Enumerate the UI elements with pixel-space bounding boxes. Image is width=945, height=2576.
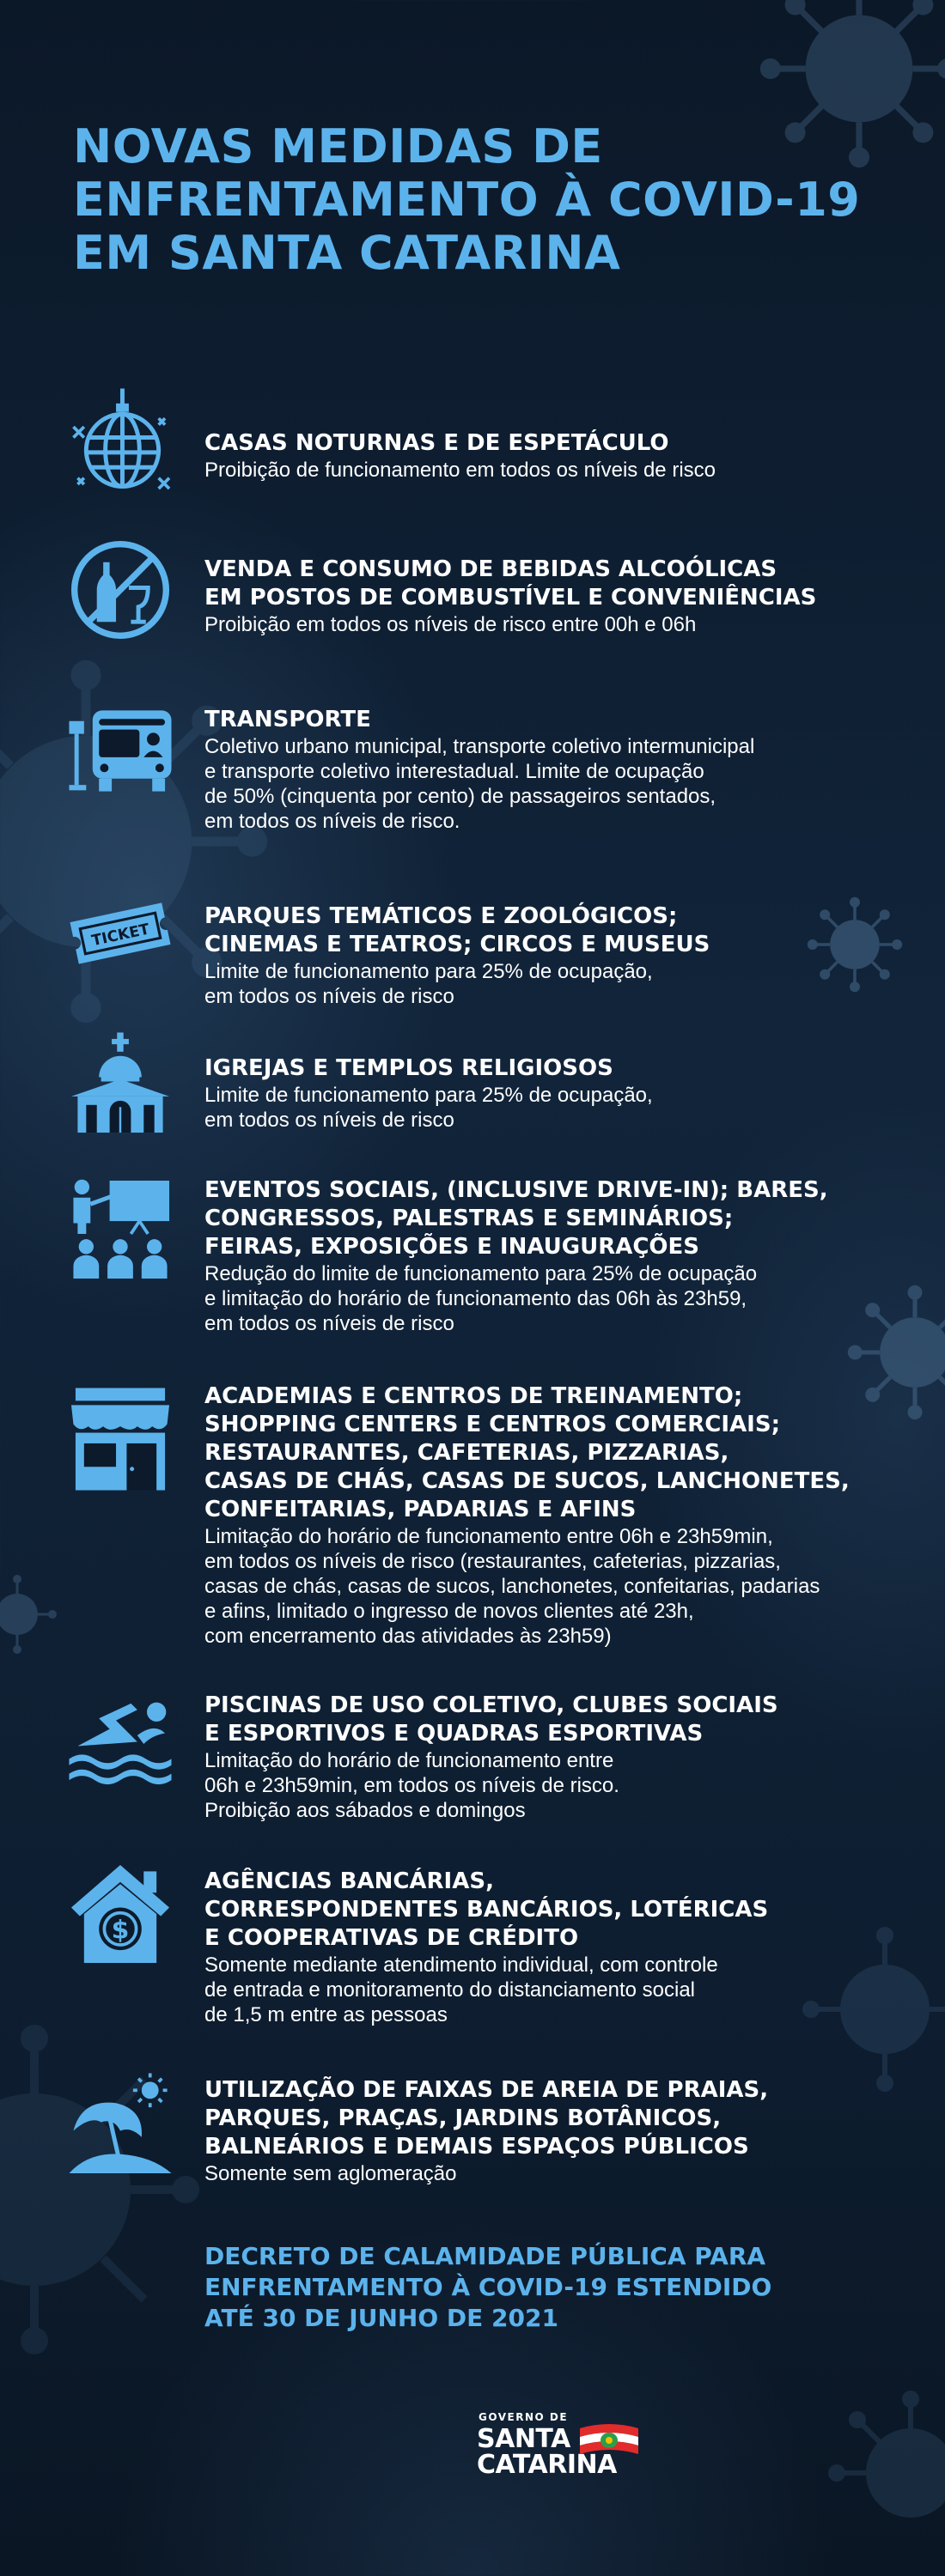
measure-description-line: de 50% (cinquenta por cento) de passageiros sentados, [204, 785, 716, 808]
measure-description-line: Redução do limite de funcionamento para 25% de ocupação [204, 1262, 758, 1285]
measure-description-line: Somente sem aglomeração [204, 2162, 457, 2185]
ticket-label: TICKET [90, 920, 151, 951]
disco-ball-icon [67, 386, 174, 493]
measure-heading [204, 706, 918, 734]
title-line: NOVAS MEDIDAS DE [73, 119, 603, 173]
measure-heading-line: RESTAURANTES, CAFETERIAS, PIZZARIAS, [204, 1440, 729, 1466]
measure-heading [204, 902, 918, 959]
beach-umbrella-icon [67, 2071, 174, 2178]
measure-heading [204, 556, 918, 612]
presentation-audience-icon [67, 1176, 174, 1283]
measure-heading-line: E ESPORTIVOS E QUADRAS ESPORTIVAS [204, 1721, 704, 1747]
measure-description-line: e limitação do horário de funcionamento das 06h às 23h59, [204, 1287, 747, 1310]
measure-heading-line: EVENTOS SOCIAIS, (INCLUSIVE DRIVE-IN); BARES, [204, 1177, 828, 1203]
measure-heading-line: CORRESPONDENTES BANCÁRIOS, LOTÉRICAS [204, 1897, 769, 1923]
virus-decoration-icon [0, 1571, 60, 1657]
measure-description [204, 1083, 918, 1133]
measure-heading-line: EM POSTOS DE COMBUSTÍVEL E CONVENIÊNCIAS [204, 585, 817, 611]
measure-heading-line: TRANSPORTE [204, 707, 371, 732]
measure-description-line: de entrada e monitoramento do distanciamento social [204, 1978, 696, 2002]
measure-description-line: Limitação do horário de funcionamento entre [204, 1749, 614, 1772]
virus-decoration-icon [825, 2387, 945, 2559]
measure-description-line: Limitação do horário de funcionamento entre 06h e 23h59min, [204, 1525, 773, 1548]
measure-description [204, 1953, 918, 2027]
measure-heading-line: ACADEMIAS E CENTROS DE TREINAMENTO; [204, 1383, 743, 1409]
measure-heading-line: AGÊNCIAS BANCÁRIAS, [204, 1868, 494, 1894]
measure-description [204, 1748, 918, 1823]
measure-heading-line: PARQUES, PRAÇAS, JARDINS BOTÂNICOS, [204, 2105, 722, 2131]
decree-notice [204, 2241, 926, 2334]
measure-description-line: Limite de funcionamento para 25% de ocupação, [204, 1084, 653, 1107]
government-logo [477, 2411, 649, 2480]
title-line: ENFRENTAMENTO À COVID-19 [73, 173, 861, 227]
measure-description-line: de 1,5 m entre as pessoas [204, 2003, 448, 2026]
measure-description-line: Proibição aos sábados e domingos [204, 1799, 526, 1822]
measure-description [204, 1524, 918, 1649]
measure-description-line: casas de chás, casas de sucos, lanchonetes, confeitarias, padarias [204, 1575, 820, 1598]
measure-heading-line: PARQUES TEMÁTICOS E ZOOLÓGICOS; [204, 903, 678, 929]
measure-description [204, 612, 918, 637]
measure-heading-line: CASAS NOTURNAS E DE ESPETÁCULO [204, 430, 669, 456]
measure-heading-line: BALNEÁRIOS E DEMAIS ESPAÇOS PÚBLICOS [204, 2134, 749, 2160]
title-line: EM SANTA CATARINA [73, 226, 621, 280]
measure-description-line: em todos os níveis de risco [204, 1312, 454, 1335]
measure-heading [204, 1176, 918, 1261]
measure-heading [204, 1692, 918, 1748]
ticket-icon [67, 880, 174, 987]
measure-heading-line: IGREJAS E TEMPLOS RELIGIOSOS [204, 1055, 613, 1081]
bank-house-dollar-icon [67, 1861, 174, 1967]
decree-line: ATÉ 30 DE JUNHO DE 2021 [204, 2304, 558, 2332]
measure-description [204, 458, 918, 483]
logo-top-text: GOVERNO DE [479, 2411, 569, 2423]
measure-description-line: e afins, limitado o ingresso de novos clientes até 23h, [204, 1600, 694, 1623]
measure-heading [204, 1868, 918, 1953]
measure-description-line: Proibição de funcionamento em todos os níveis de risco [204, 459, 716, 482]
measure-heading-line: SHOPPING CENTERS E CENTROS COMERCIAIS; [204, 1412, 780, 1437]
svg-text:$: $ [111, 1915, 130, 1946]
measure-heading-line: PISCINAS DE USO COLETIVO, CLUBES SOCIAIS [204, 1692, 778, 1718]
measure-description-line: em todos os níveis de risco. [204, 810, 460, 833]
measure-description-line: Limite de funcionamento para 25% de ocupação, [204, 960, 653, 983]
measure-description [204, 1261, 918, 1336]
measure-description [204, 734, 918, 834]
measure-description-line: e transporte coletivo interestadual. Limite de ocupação [204, 760, 704, 783]
measure-description-line: em todos os níveis de risco (restaurantes, cafeterias, pizzarias, [204, 1550, 781, 1573]
measure-heading-line: CASAS DE CHÁS, CASAS DE SUCOS, LANCHONETES, [204, 1468, 850, 1494]
flag-icon [580, 2423, 638, 2458]
decree-line: ENFRENTAMENTO À COVID-19 ESTENDIDO [204, 2273, 772, 2301]
measure-heading [204, 1054, 918, 1083]
measure-heading-line: E COOPERATIVAS DE CRÉDITO [204, 1925, 579, 1951]
measure-heading [204, 2076, 918, 2161]
measure-heading-line: CONGRESSOS, PALESTRAS E SEMINÁRIOS; [204, 1206, 734, 1231]
no-alcohol-icon [67, 537, 174, 643]
measure-description-line: em todos os níveis de risco [204, 1109, 454, 1132]
measure-description-line: Proibição em todos os níveis de risco entre 00h e 06h [204, 613, 697, 636]
measure-heading-line: VENDA E CONSUMO DE BEBIDAS ALCOÓLICAS [204, 556, 777, 582]
measure-description [204, 959, 918, 1009]
measure-heading-line: CINEMAS E TEATROS; CIRCOS E MUSEUS [204, 932, 710, 957]
logo-line-2: CATARINA [477, 2450, 617, 2480]
bus-icon [67, 696, 174, 802]
measure-description [204, 2161, 918, 2186]
logo-line-1: SANTA [477, 2424, 570, 2454]
measure-heading-line: UTILIZAÇÃO DE FAIXAS DE AREIA DE PRAIAS, [204, 2077, 769, 2103]
swimmer-icon [67, 1686, 174, 1793]
measure-heading [204, 429, 918, 458]
measure-description-line: Somente mediante atendimento individual, com controle [204, 1953, 718, 1977]
church-icon [67, 1030, 174, 1137]
measure-description-line: com encerramento das atividades às 23h59) [204, 1625, 612, 1648]
measure-description-line: Coletivo urbano municipal, transporte coletivo intermunicipal [204, 735, 755, 758]
measure-heading [204, 1382, 918, 1524]
measure-description-line: 06h e 23h59min, em todos os níveis de risco. [204, 1774, 619, 1797]
page-title [73, 120, 898, 280]
virus-decoration-icon [0, 2018, 206, 2361]
decree-line: DECRETO DE CALAMIDADE PÚBLICA PARA [204, 2242, 766, 2270]
measure-heading-line: FEIRAS, EXPOSIÇÕES E INAUGURAÇÕES [204, 1234, 700, 1260]
measure-heading-line: CONFEITARIAS, PADARIAS E AFINS [204, 1497, 637, 1522]
storefront-icon [67, 1386, 174, 1492]
measure-description-line: em todos os níveis de risco [204, 985, 454, 1008]
